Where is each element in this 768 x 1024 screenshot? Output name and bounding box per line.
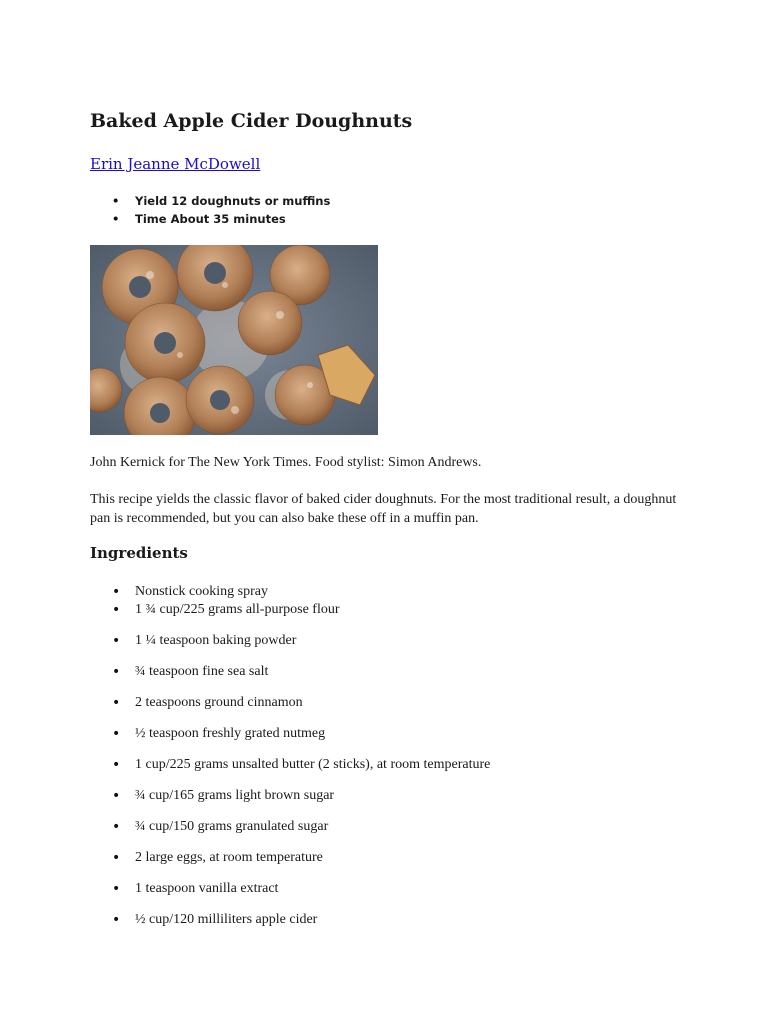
ingredient-item: • ¾ cup/150 grams granulated sugar bbox=[90, 818, 490, 849]
ingredients-list bbox=[90, 583, 490, 942]
ingredient-item: • ¾ cup/165 grams light brown sugar bbox=[90, 787, 490, 818]
ingredient-item: • 1 ¼ teaspoon baking powder bbox=[90, 632, 490, 663]
ingredient-item: • 1 cup/225 grams unsalted butter (2 sticks), at room temperature bbox=[90, 756, 490, 787]
ingredient-item: • ½ cup/120 milliliters apple cider bbox=[90, 911, 490, 942]
ingredient-item: • 2 large eggs, at room temperature bbox=[90, 849, 490, 880]
ingredients-heading: Ingredients bbox=[90, 544, 188, 562]
ingredient-item: • ¾ teaspoon fine sea salt bbox=[90, 663, 490, 694]
yield-item: • Yield 12 doughnuts or muffins bbox=[90, 192, 330, 210]
recipe-meta-list bbox=[90, 192, 330, 228]
author-link[interactable]: Erin Jeanne McDowell bbox=[90, 155, 261, 173]
ingredient-item: • 1 ¾ cup/225 grams all-purpose flour bbox=[90, 601, 490, 632]
photo-credit: John Kernick for The New York Times. Food stylist: Simon Andrews. bbox=[90, 455, 482, 470]
doughnuts-photo bbox=[90, 245, 378, 435]
time-item: • Time About 35 minutes bbox=[90, 210, 330, 228]
recipe-title: Baked Apple Cider Doughnuts bbox=[90, 110, 413, 132]
ingredient-item: • Nonstick cooking spray bbox=[90, 583, 490, 601]
recipe-description: This recipe yields the classic flavor of baked cider doughnuts. For the most traditional result, a doughnut pan is recommended, but you can also bake these off in a muffin pan. bbox=[90, 492, 677, 526]
ingredient-item: • 1 teaspoon vanilla extract bbox=[90, 880, 490, 911]
ingredient-item: • ½ teaspoon freshly grated nutmeg bbox=[90, 725, 490, 756]
ingredient-item: • 2 teaspoons ground cinnamon bbox=[90, 694, 490, 725]
